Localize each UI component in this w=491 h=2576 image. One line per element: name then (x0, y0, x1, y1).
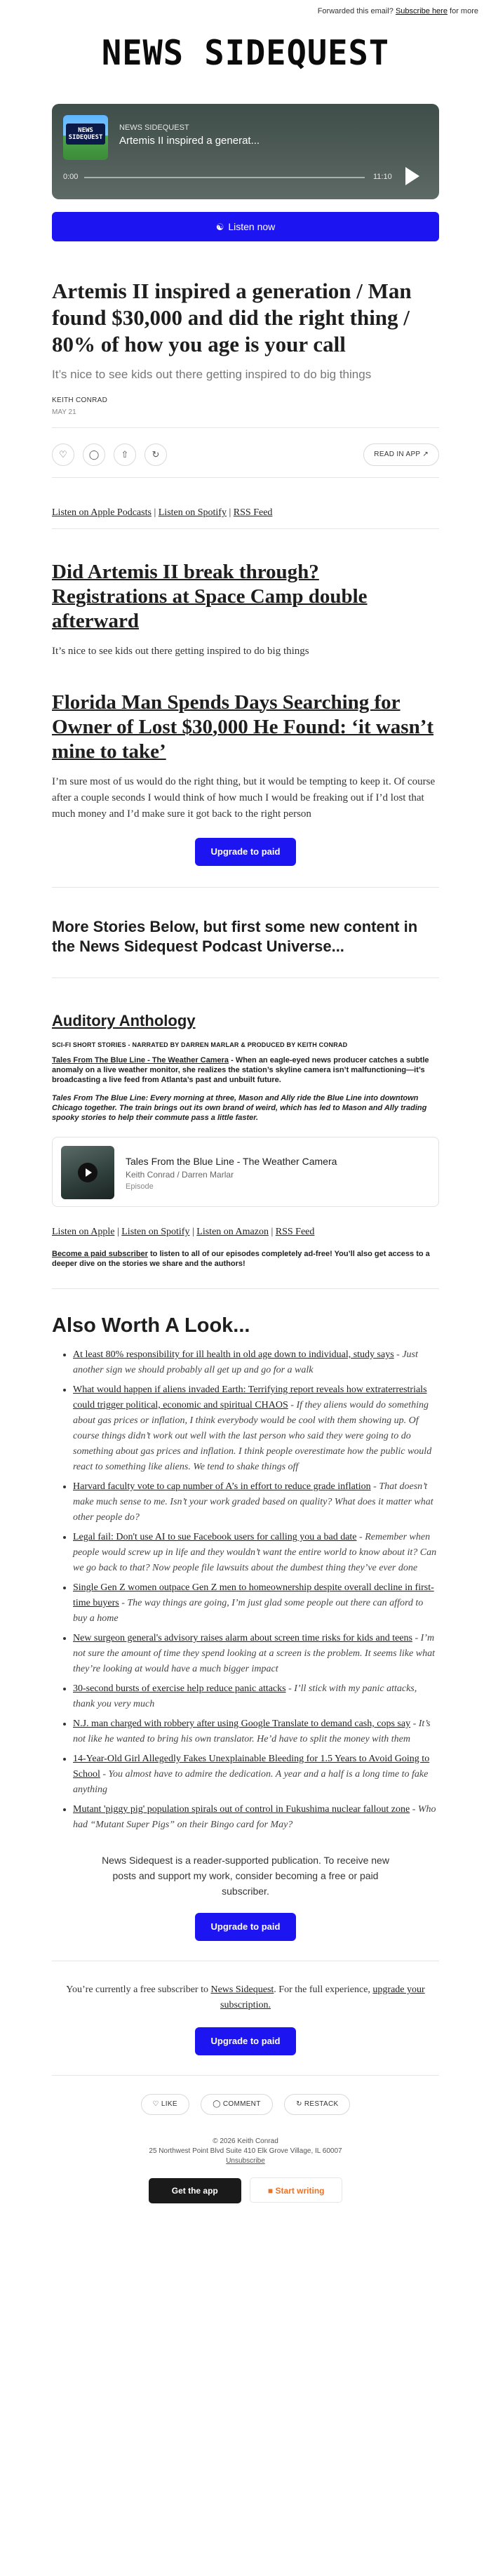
amazon-link[interactable]: Listen on Amazon (196, 1227, 269, 1237)
play-icon[interactable] (78, 1163, 97, 1182)
forward-text: Forwarded this email? (317, 7, 394, 15)
upgrade-button[interactable]: Upgrade to paid (195, 838, 296, 866)
article-comment: - Just another sign we should probably all get up and go for a walk (73, 1349, 418, 1375)
article-link[interactable]: 14-Year-Old Girl Allegedly Fakes Unexplainable Bleeding for 1.5 Years to Avoid Going to School (73, 1754, 430, 1780)
comment-icon[interactable]: ◯ (83, 443, 105, 466)
post-subtitle: It’s nice to see kids out there getting inspired to do big things (52, 368, 372, 381)
progress-bar[interactable] (84, 177, 365, 178)
upgrade-button[interactable]: Upgrade to paid (195, 2027, 296, 2055)
listen-now-label: Listen now (228, 221, 276, 232)
podcast-name: NEWS SIDEQUEST (119, 124, 189, 132)
restack-icon[interactable]: ↻ (144, 443, 167, 466)
divider (52, 977, 439, 978)
like-label: LIKE (161, 2100, 177, 2108)
list-item (73, 1479, 439, 1526)
episode-card-title: Tales From the Blue Line - The Weather Camera (126, 1156, 337, 1167)
read-in-app-button[interactable] (363, 443, 439, 466)
content-column (52, 104, 439, 2217)
episode-link[interactable]: Tales From The Blue Line - The Weather Camera (52, 1056, 229, 1065)
comment-button[interactable] (201, 2094, 272, 2115)
article-link[interactable]: Harvard faculty vote to cap number of A’s in effort to reduce grade inflation (73, 1481, 371, 1492)
footer-buttons (52, 2177, 439, 2217)
list-item (73, 1530, 439, 1576)
also-list (52, 1347, 439, 1833)
rss-feed-link[interactable]: RSS Feed (275, 1227, 315, 1237)
copyright-text: © 2026 Keith Conrad (213, 2137, 278, 2145)
free-subscriber-note (52, 1961, 439, 2013)
list-item (73, 1802, 439, 1833)
spotify-link[interactable]: Listen on Spotify (158, 507, 227, 518)
anthology-description (52, 1055, 439, 1085)
comment-icon: ◯ (213, 2100, 221, 2108)
list-item (73, 1580, 439, 1627)
episode-card-label: Episode (126, 1182, 154, 1191)
list-item (73, 1382, 439, 1475)
forward-bar (0, 0, 491, 21)
post-date: MAY 21 (52, 408, 76, 416)
apple-podcasts-link[interactable]: Listen on Apple Podcasts (52, 507, 152, 518)
divider (52, 528, 439, 529)
article-comment: - If they aliens would do something about gas prices or inflation, I think everybody would be cool with them showing up. Of course things didn’t work out well with the last person who said they were going to do something about gas prices and inflation. I think people overestimate how the public would react to something like aliens. We tend to shake things off (73, 1400, 432, 1472)
article-link[interactable]: At least 80% responsibility for ill health in old age down to individual, study says (73, 1349, 394, 1360)
author-name[interactable]: KEITH CONRAD (52, 396, 108, 404)
article-link[interactable]: Legal fail: Don't use AI to sue Facebook users for calling you a bad date (73, 1532, 357, 1542)
anthology-desc-text: - When an eagle-eyed news producer catches a subtle anomaly on a live weather monitor, she realizes the station’s skyline camera isn’t malfunctioning—it’s broadcasting a live feed from Atlanta’s past and unbuilt future. (52, 1056, 429, 1084)
story-body: It’s nice to see kids out there getting inspired to do big things (52, 646, 309, 657)
publication-link[interactable]: News Sidequest (210, 1984, 274, 1995)
play-icon[interactable] (405, 167, 419, 185)
rss-feed-link[interactable]: RSS Feed (233, 507, 273, 518)
listen-links: Listen on Apple Podcasts | Listen on Spotify | RSS Feed (52, 507, 273, 518)
read-in-app-label: READ IN APP (374, 451, 421, 458)
list-item (73, 1751, 439, 1798)
list-item (73, 1347, 439, 1378)
divider (52, 1288, 439, 1289)
start-writing-button[interactable] (250, 2177, 342, 2203)
thumbnail-text: NEWS SIDEQUEST (68, 127, 103, 141)
forward-suffix: for more (450, 7, 478, 15)
support-text: News Sidequest is a reader-supported publication. To receive new posts and support my work, consider becoming a free or paid subscriber. (102, 1855, 389, 1897)
share-icon[interactable]: ⇧ (114, 443, 136, 466)
article-comment: - Remember when people would screw up in life and they wouldn’t want the entire world to know about it? Can we go back to that? Now people file lawsuits about the dumbest thing they’ve ever done (73, 1532, 437, 1573)
story-body: I’m sure most of us would do the right thing, but it would be tempting to keep it. Of course after a couple seconds I would think of how much I would be freaking out if I’d lost that much money and I’d make sure it got back to the right person (52, 776, 436, 820)
article-link[interactable]: Mutant 'piggy pig' population spirals out of control in Fukushima nuclear fallout zone (73, 1804, 410, 1815)
episode-card-authors: Keith Conrad / Darren Marlar (126, 1170, 234, 1180)
article-comment: - I’ll stick with my panic attacks, thank you very much (73, 1683, 417, 1709)
article-comment: - It’s not like he wanted to bring his own translator. He’d have to split the money with them (73, 1719, 431, 1744)
free-sub-pre: You’re currently a free subscriber to (66, 1984, 211, 1995)
headphones-icon: ☯ (215, 222, 224, 232)
upgrade-subscription-link[interactable]: upgrade your subscription. (220, 1984, 425, 2010)
article-link[interactable]: 30-second bursts of exercise help reduce panic attacks (73, 1683, 286, 1694)
publication-logo[interactable]: NEWS SIDEQUEST (101, 32, 390, 74)
story-headline[interactable]: Florida Man Spends Days Searching for Owner of Lost $30,000 He Found: ‘it wasn’t mine to take’ (52, 691, 434, 763)
anthology-series-description: Tales From The Blue Line: Every morning at three, Mason and Ally ride the Blue Line into downtown Chicago together. The train brings out its own brand of weird, which has led to Mason and Ally trading spooky stories to help their commute pass a little faster. (52, 1094, 427, 1122)
spotify-link[interactable]: Listen on Spotify (121, 1227, 190, 1237)
anthology-title[interactable]: Auditory Anthology (52, 1012, 196, 1029)
article-comment: - The way things are going, I’m just glad some people out there can afford to buy a home (73, 1598, 424, 1624)
article-link[interactable]: What would happen if aliens invaded Earth: Terrifying report reveals how extraterrestrials could trigger political, economic and spiritual CHAOS (73, 1384, 427, 1410)
audio-player[interactable] (52, 104, 439, 199)
thumbnail-badge (66, 124, 105, 145)
apple-link[interactable]: Listen on Apple (52, 1227, 115, 1237)
footer-actions (52, 2075, 439, 2124)
like-icon[interactable]: ♡ (52, 443, 74, 466)
like-button[interactable] (141, 2094, 189, 2115)
article-comment: - Who had “Mutant Super Pigs” on their Bingo card for May? (73, 1804, 436, 1830)
list-item (73, 1631, 439, 1677)
episode-thumbnail (61, 1146, 114, 1199)
free-sub-mid: . For the full experience, (274, 1984, 373, 1995)
post-title[interactable]: Artemis II inspired a generation / Man found $30,000 and did the right thing / 80% of how you age is your call (52, 279, 412, 356)
post-actions (52, 427, 439, 478)
time-current: 0:00 (63, 173, 79, 181)
more-stories-heading: More Stories Below, but first some new content in the News Sidequest Podcast Universe... (52, 918, 418, 955)
time-total: 11:10 (373, 173, 392, 181)
unsubscribe-link[interactable]: Unsubscribe (226, 2157, 265, 2165)
divider (52, 887, 439, 888)
article-link[interactable]: Single Gen Z women outpace Gen Z men to homeownership despite overall decline in first-time buyers (73, 1582, 434, 1608)
story-headline[interactable]: Did Artemis II break through? Registrations at Space Camp double afterward (52, 561, 368, 632)
heart-icon: ♡ (152, 2100, 159, 2108)
episode-card[interactable] (52, 1137, 439, 1207)
list-item (73, 1681, 439, 1712)
anthology-links: Listen on Apple | Listen on Spotify | Listen on Amazon | RSS Feed (52, 1227, 315, 1237)
subscribe-link[interactable]: Subscribe here (395, 7, 448, 15)
paid-subscriber-link[interactable]: Become a paid subscriber (52, 1250, 148, 1258)
upgrade-button[interactable]: Upgrade to paid (195, 1913, 296, 1941)
paid-subscriber-text: to listen to all of our episodes completely ad-free! You’ll also get access to a deeper dive on the stories we share and the authors! (52, 1250, 430, 1268)
article-link[interactable]: New surgeon general's advisory raises alarm about screen time risks for kids and teens (73, 1633, 412, 1643)
episode-title: Artemis II inspired a generat... (119, 135, 260, 147)
podcast-thumbnail (63, 115, 108, 160)
mailing-address: 25 Northwest Point Blvd Suite 410 Elk Grove Village, IL 60007 (149, 2147, 342, 2155)
article-link[interactable]: N.J. man charged with robbery after using Google Translate to demand cash, cops say (73, 1719, 411, 1729)
listen-now-button[interactable] (52, 212, 439, 241)
masthead[interactable] (0, 21, 491, 74)
anthology-caption: SCI-FI SHORT STORIES - NARRATED BY DARREN MARLAR & PRODUCED BY KEITH CONRAD (52, 1041, 348, 1048)
restack-label: RESTACK (304, 2100, 339, 2108)
list-item (73, 1716, 439, 1747)
paid-subscriber-note (52, 1249, 439, 1269)
arrow-up-right-icon: ↗ (422, 451, 429, 458)
restack-icon: ↻ (296, 2100, 302, 2108)
get-the-app-button[interactable]: Get the app (149, 2178, 241, 2203)
footer-copyright (52, 2137, 439, 2166)
article-comment: - That doesn’t make much sense to me. Isn’t your work graded based on quality? What does it matter what other people do? (73, 1481, 433, 1523)
article-comment: - I’m not sure the amount of time they spend looking at a screen is the problem. It seems like what they’re looking at would have a much bigger impact (73, 1633, 435, 1674)
start-writing-label: Start writing (275, 2186, 325, 2196)
pen-icon: ■ (267, 2186, 274, 2196)
comment-label: COMMENT (222, 2100, 261, 2108)
restack-button[interactable] (284, 2094, 350, 2115)
also-worth-a-look-heading: Also Worth A Look... (52, 1314, 250, 1337)
article-comment: - You almost have to admire the dedication. A year and a half is a long time to fake anything (73, 1769, 429, 1795)
